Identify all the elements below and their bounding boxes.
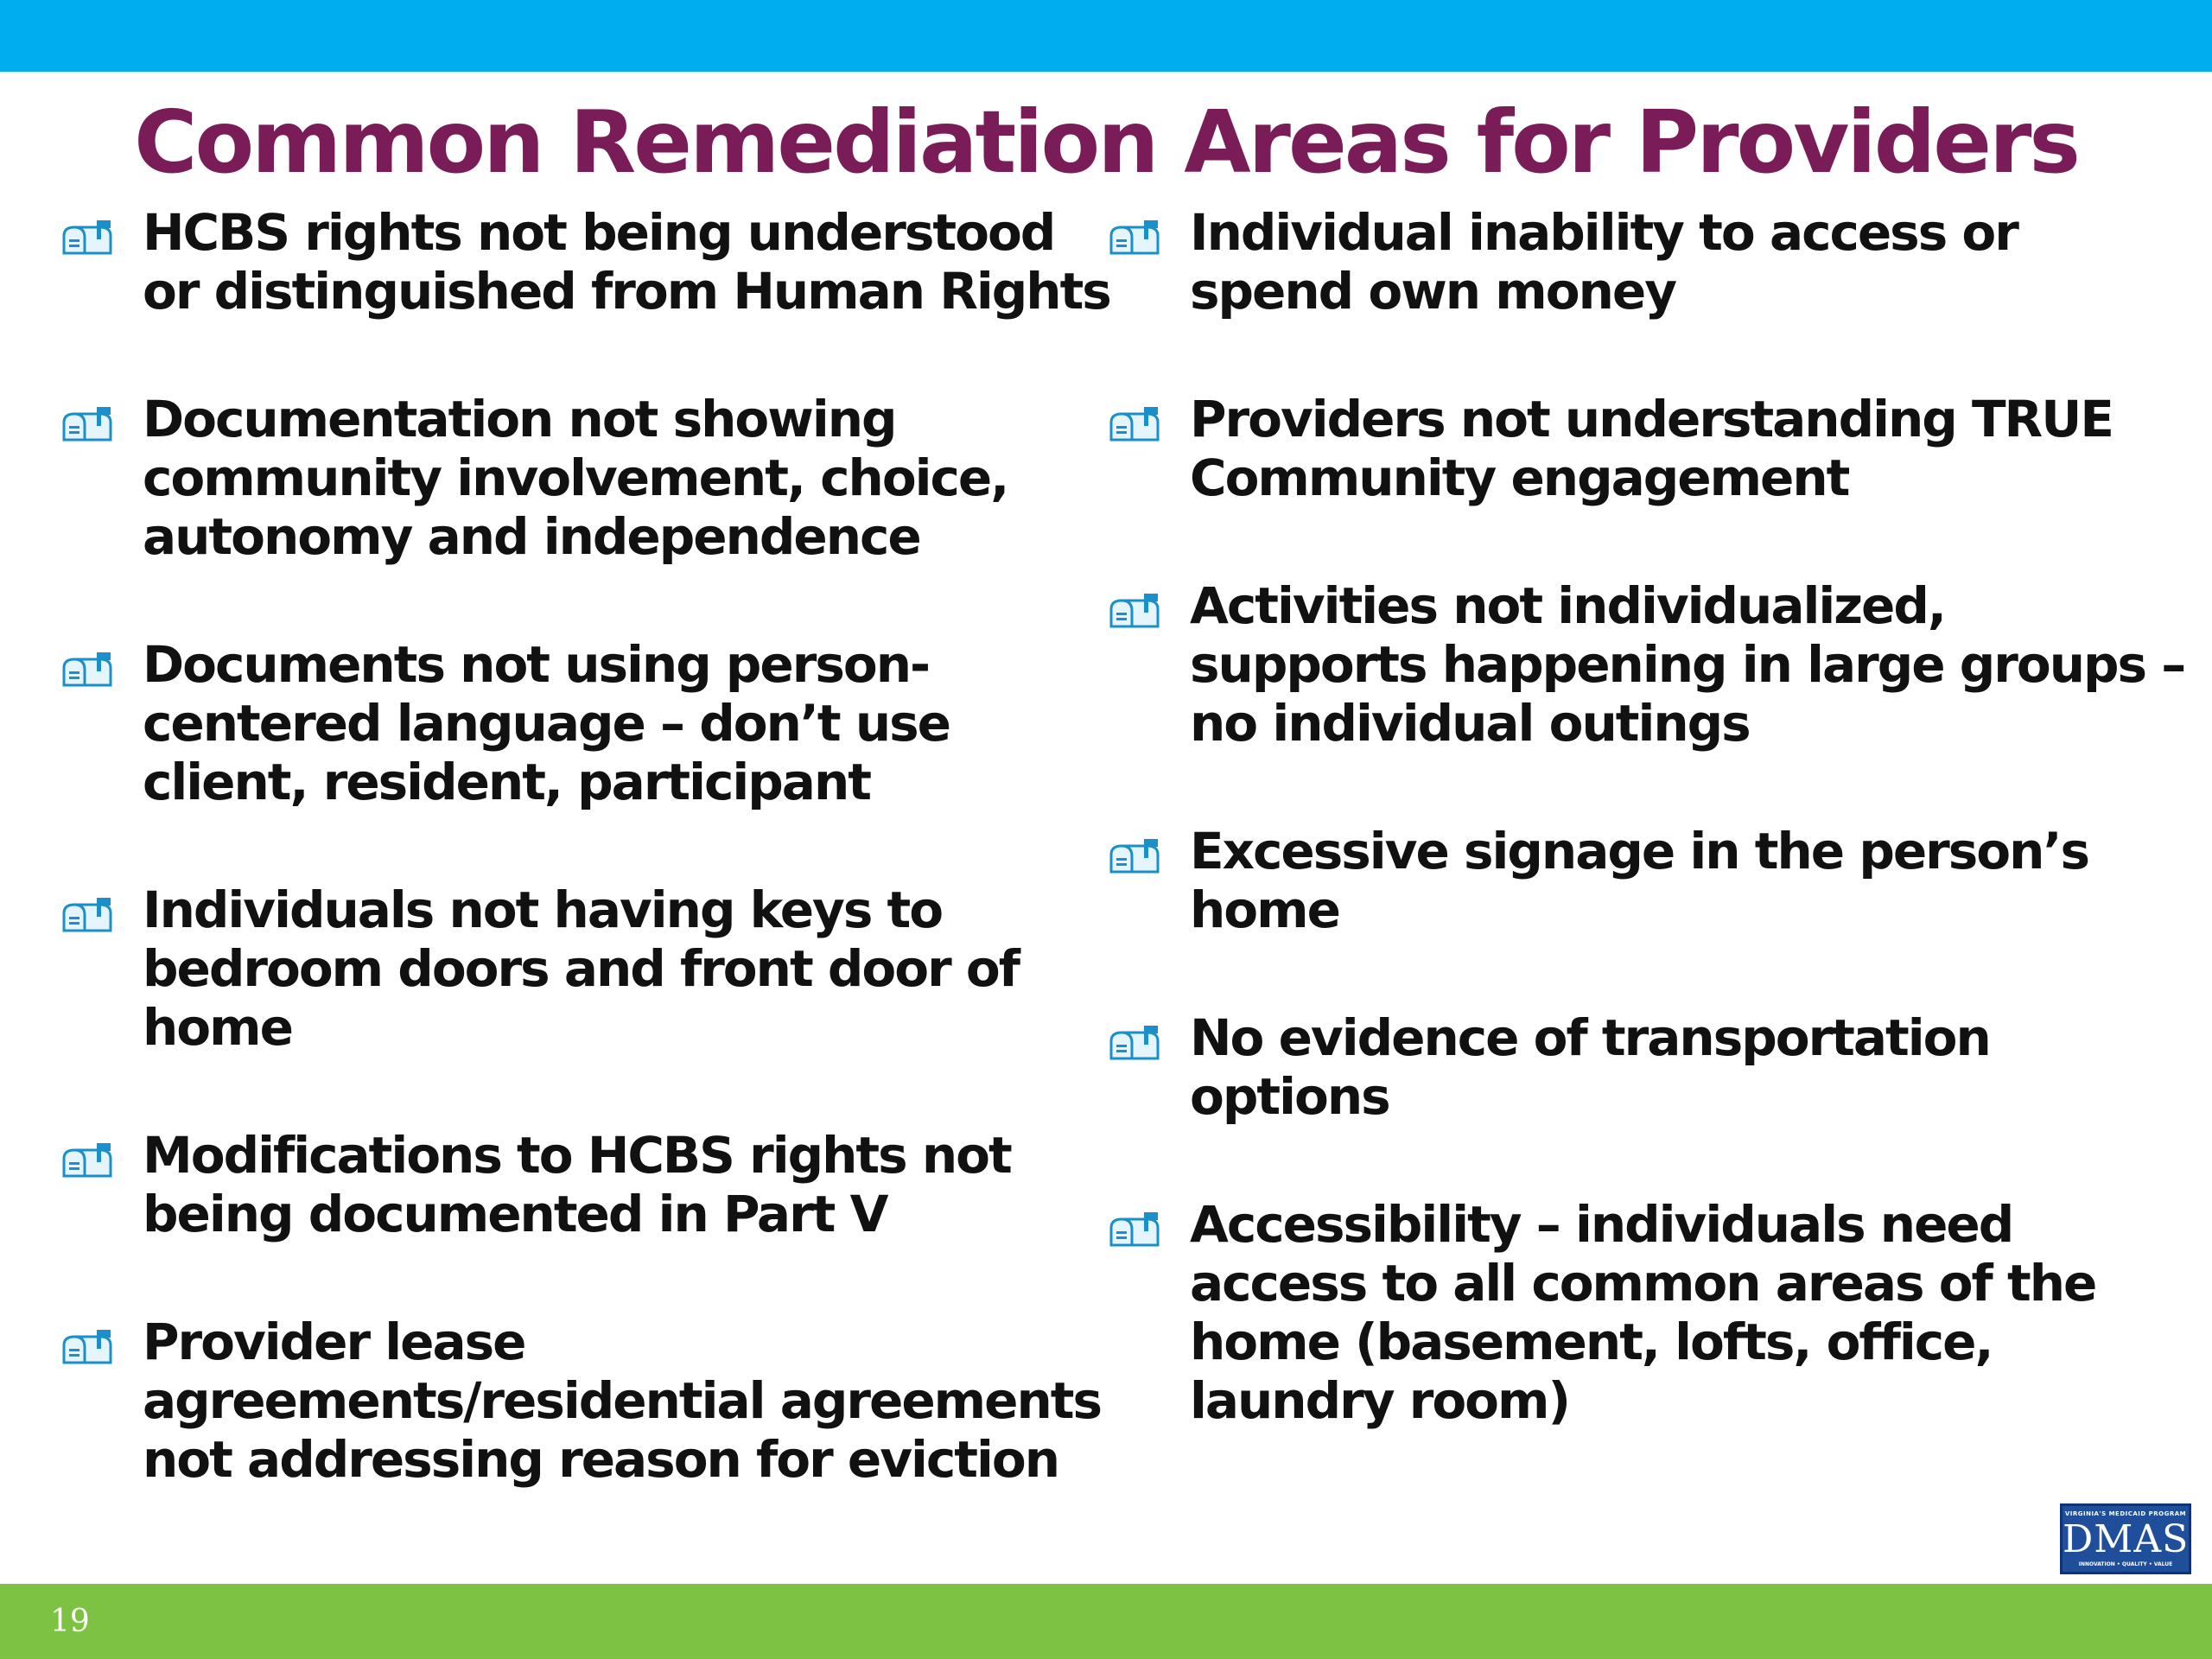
mailbox-icon [60, 1141, 118, 1179]
slide-title: Common Remediation Areas for Providers [134, 92, 2078, 193]
bullet-text: Individual inability to access or spend own money [1190, 203, 2018, 321]
bullet-text: Individuals not having keys to bedroom doors and front door of home [143, 880, 1019, 1057]
bullet-item [60, 390, 1115, 566]
bullet-text: Excessive signage in the person’s home [1190, 822, 2088, 939]
left-bullet-list [60, 203, 1115, 1558]
logo-wordmark: DMAS [2063, 1517, 2190, 1561]
bullet-text: Providers not understanding TRUE Community engagement [1190, 390, 2113, 507]
footer-bar [0, 1584, 2212, 1659]
mailbox-icon [1108, 837, 1165, 875]
logo-tagline: VIRGINIA'S MEDICAID PROGRAM [2064, 1510, 2187, 1517]
bullet-item [1108, 576, 2188, 753]
mailbox-icon [60, 219, 118, 257]
dmas-logo [2060, 1503, 2191, 1574]
bullet-text: Documents not using person-centered language – don’t use client, resident, participant [143, 635, 950, 811]
mailbox-icon [1108, 219, 1165, 257]
mailbox-icon [1108, 1024, 1165, 1062]
right-bullet-list [1108, 203, 2188, 1499]
logo-subline: INNOVATION • QUALITY • VALUE [2078, 1561, 2173, 1567]
bullet-item [1108, 1008, 2188, 1126]
mailbox-icon [60, 405, 118, 443]
bullet-item [60, 880, 1115, 1057]
bullet-item [1108, 390, 2188, 507]
bullet-text: Modifications to HCBS rights not being documented in Part V [143, 1126, 1011, 1243]
bullet-item [60, 203, 1115, 321]
bullet-item [1108, 203, 2188, 321]
bullet-item [60, 1313, 1115, 1489]
mailbox-icon [1108, 592, 1165, 630]
bullet-text: No evidence of transportation options [1190, 1008, 1990, 1126]
top-accent-bar [0, 0, 2212, 72]
bullet-text: HCBS rights not being understood or distinguished from Human Rights [143, 203, 1110, 321]
bullet-text: Provider lease agreements/residential agreements not addressing reason for eviction [143, 1313, 1101, 1489]
bullet-item [60, 1126, 1115, 1243]
mailbox-icon [1108, 1211, 1165, 1249]
bullet-text: Documentation not showing community involvement, choice, autonomy and independence [143, 390, 1008, 566]
bullet-item [1108, 822, 2188, 939]
bullet-item [1108, 1195, 2188, 1430]
bullet-item [60, 635, 1115, 811]
bullet-text: Accessibility – individuals need access to all common areas of the home (basement, lofts, office, laundry room) [1190, 1195, 2096, 1430]
mailbox-icon [60, 1328, 118, 1366]
mailbox-icon [60, 896, 118, 934]
page-number: 19 [50, 1604, 90, 1639]
mailbox-icon [60, 651, 118, 689]
bullet-text: Activities not individualized, supports happening in large groups – no individual outings [1190, 576, 2185, 753]
mailbox-icon [1108, 405, 1165, 443]
